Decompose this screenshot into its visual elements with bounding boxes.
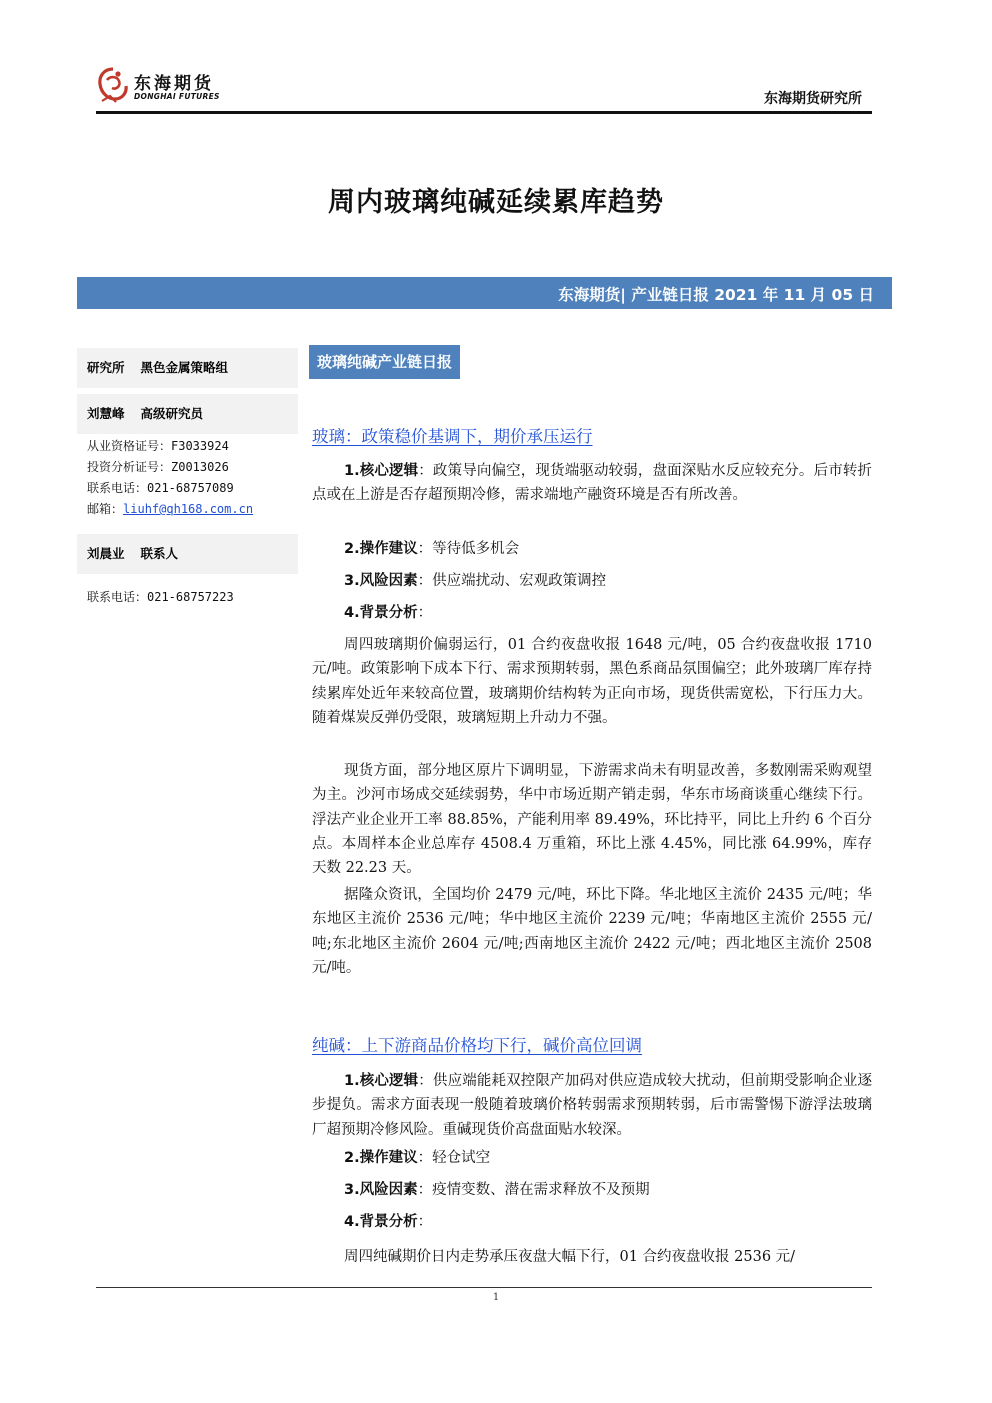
page-number: 1 [492, 1292, 500, 1303]
soda-op-text: ：轻仓试空 [417, 1150, 491, 1166]
glass-op-label: 2.操作建议 [344, 541, 418, 557]
glass-section-title: 玻璃：政策稳价基调下，期价承压运行 [312, 427, 593, 446]
report-date-label: 东海期货| 产业链日报 2021 年 11 月 05 日 [558, 286, 874, 304]
soda-risk-label: 3.风险因素 [344, 1182, 418, 1198]
section-tag: 玻璃纯碱产业链日报 [309, 345, 460, 379]
soda-risk-text: ：疫情变数、潜在需求释放不及预期 [417, 1182, 650, 1198]
contact-phone: 联系电话：021-68757223 [87, 590, 234, 604]
sidebar-analyst-header [77, 394, 298, 434]
contact-name: 刘晨业 [87, 546, 125, 561]
analyst-role: 高级研究员 [140, 406, 204, 421]
soda-core-logic [312, 1069, 872, 1142]
sidebar-research-group [77, 348, 298, 388]
soda-paragraph-futures: 周四纯碱期价日内走势承压夜盘大幅下行，01 合约夜盘收报 2536 元/ [344, 1249, 796, 1265]
report-title: 周内玻璃纯碱延续累库趋势 [328, 187, 664, 218]
soda-operation-advice [344, 1146, 490, 1170]
analyst-phone: 联系电话：021-68757089 [87, 481, 234, 495]
analyst-email-row [87, 499, 253, 520]
analyst-qualification-no: 从业资格证号：F3033924 [87, 439, 229, 453]
company-logo [96, 66, 226, 106]
footer-divider [96, 1287, 872, 1288]
soda-bg-label: 4.背景分析 [344, 1214, 418, 1230]
email-link[interactable]: liuhf@qh168.com.cn [123, 502, 254, 516]
glass-paragraph-prices: 据隆众资讯，全国均价 2479 元/吨，环比下降。华北地区主流价 2435 元/吨；华东地区主流价 2536 元/吨；华中地区主流价 2239 元/吨；华南地区主流价 2555 元/吨;东北地区主流价 2604 元/吨;西南地区主流价 2422 元/吨；西北地区主流价 2508 元/吨。 [312, 887, 872, 976]
glass-paragraph-spot: 现货方面，部分地区原片下调明显，下游需求尚未有明显改善，多数刚需采购观望为主。沙河市场成交延续弱势，华中市场近期产销走弱，华东市场商谈重心继续下行。浮法产业企业开工率 88.85%，产能利用率 89.49%，环比持平，同比上升约 6 个百分点。本周样本企业总库存 4508.4 万重箱，环比上涨 4.45%，同比涨 64.99%，库存天数 22.23 天。 [312, 763, 872, 877]
soda-core-label: 1.核心逻辑 [344, 1073, 419, 1089]
analyst-investment-no: 投资分析证号：Z0013026 [87, 460, 229, 474]
analyst-name: 刘慧峰 [87, 406, 125, 421]
soda-section-title: 纯碱：上下游商品价格均下行，碱价高位回调 [312, 1036, 642, 1055]
glass-risk-label: 3.风险因素 [344, 573, 418, 589]
sidebar-group-value: 黑色金属策略组 [140, 360, 229, 375]
glass-core-label: 1.核心逻辑 [344, 463, 419, 479]
glass-bg-label: 4.背景分析 [344, 605, 418, 621]
glass-paragraph-futures: 周四玻璃期价偏弱运行，01 合约夜盘收报 1648 元/吨，05 合约夜盘收报 1710 元/吨。政策影响下成本下行、需求预期转弱，黑色系商品氛围偏空；此外玻璃厂库存持续累库处近年来较高位置，玻璃期价结构转为正向市场，现货供需宽松，下行压力大。随着煤炭反弹仍受限，玻璃短期上升动力不强。 [312, 637, 872, 726]
soda-background-heading [344, 1210, 432, 1234]
dragon-logo-icon [96, 66, 130, 104]
contact-role: 联系人 [140, 546, 179, 561]
glass-risk-text: ：供应端扰动、宏观政策调控 [417, 573, 607, 589]
glass-risk-factors [344, 569, 606, 593]
soda-risk-factors [344, 1178, 650, 1202]
header-institute-name: 东海期货研究所 [764, 91, 862, 107]
glass-op-text: ：等待低多机会 [417, 541, 520, 557]
soda-bg-suffix: ： [417, 1214, 433, 1230]
sidebar-contact-header [77, 534, 298, 574]
logo-chinese-name: 东海期货 [134, 74, 214, 94]
report-info-band [77, 277, 892, 309]
header-divider [96, 111, 872, 114]
glass-core-logic [312, 459, 872, 508]
email-label: 邮箱： [87, 502, 124, 516]
glass-operation-advice [344, 537, 519, 561]
logo-english-name: DONGHAI FUTURES [134, 92, 220, 101]
sidebar-group-label: 研究所 [87, 360, 125, 375]
soda-core-text: ：供应端能耗双控限产加码对供应造成较大扰动，但前期受影响企业逐步提负。需求方面表现一般随着玻璃价格转弱需求预期转弱，后市需警惕下游浮法玻璃厂超预期冷修风险。重碱现货价高盘面贴水较深。 [312, 1073, 872, 1138]
soda-op-label: 2.操作建议 [344, 1150, 418, 1166]
glass-background-heading [344, 601, 432, 625]
glass-bg-suffix: ： [417, 605, 433, 621]
glass-core-text: ：政策导向偏空，现货端驱动较弱，盘面深贴水反应较充分。后市转折点或在上游是否存超预期冷修，需求端地产融资环境是否有所改善。 [312, 463, 872, 504]
